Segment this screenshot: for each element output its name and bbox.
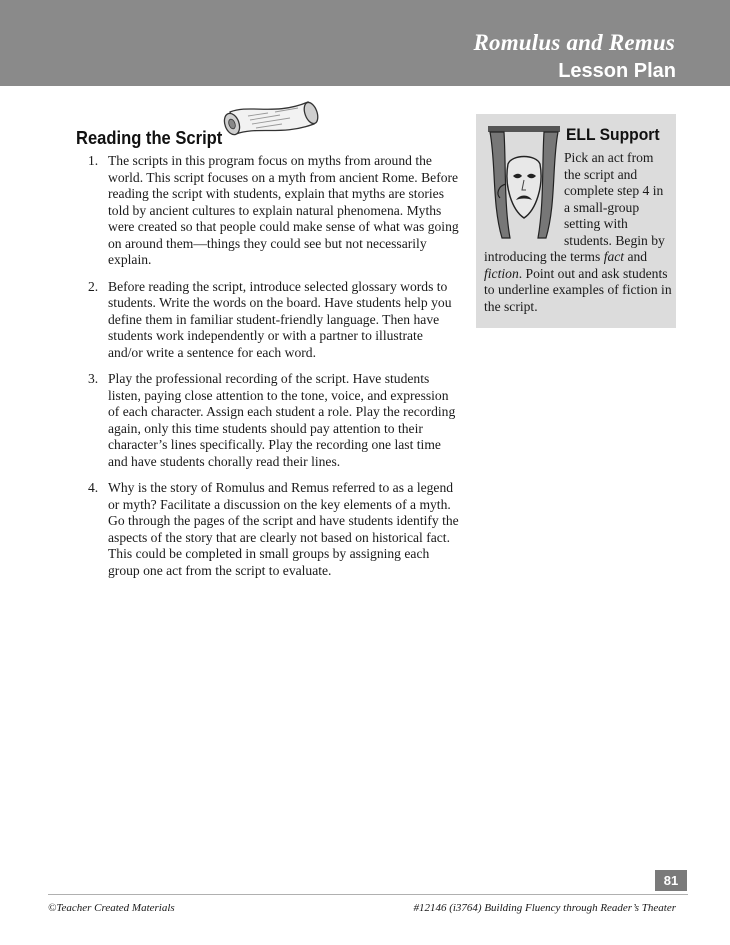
ell-term-fiction: fiction (484, 265, 519, 281)
header-band (0, 0, 730, 86)
section-heading: Reading the Script (76, 128, 223, 148)
footer-book-title: #12146 (i3764) Building Fluency through Reader’s Theater (413, 902, 676, 914)
footer-copyright: ©Teacher Created Materials (48, 902, 175, 914)
footer-divider (48, 894, 688, 895)
step-number: 4. (88, 480, 99, 495)
ell-body (484, 150, 672, 315)
step-item-2 (88, 279, 460, 362)
page-title: Romulus and Remus (473, 30, 675, 55)
ell-title: ELL Support (566, 125, 660, 144)
page-subtitle: Lesson Plan (558, 60, 676, 82)
ell-text: . Point out and ask students to underline examples of fiction in the script. (484, 265, 672, 314)
step-item-3 (88, 371, 460, 470)
step-number: 1. (88, 153, 99, 168)
page-number: 81 (655, 870, 687, 891)
ell-text: and (624, 249, 648, 264)
step-item-1 (88, 153, 460, 269)
ell-support-box (476, 114, 676, 328)
step-text: Play the professional recording of the script. Have students listen, paying close attention to the tone, voice, and expression of each character. Assign each student a role. Play the recording again, only this time students should pay attention to their character’s lines specifically. Play the recording one last time and have students chorally read their lines. (108, 371, 456, 469)
step-text: Why is the story of Romulus and Remus referred to as a legend or myth? Facilitate a discussion on the key elements of a myth. Go through the pages of the script and have students identify the aspects of the story that are clearly not based on historical fact. This could be completed in small groups by assigning each group one act from the script to evaluate. (108, 480, 459, 578)
step-number: 3. (88, 371, 99, 386)
step-item-4 (88, 480, 460, 579)
step-text: Before reading the script, introduce selected glossary words to students. Write the words on the board. Have students help you define them in familiar student-friendly language. Then have students work independently or with a partner to illustrate and/or write a sentence for each word. (108, 278, 452, 360)
ell-text: Pick an act from the script and complete step 4 in a small-group setting with students. Begin by introducing the terms (484, 150, 665, 264)
step-number: 2. (88, 278, 99, 294)
scroll-icon (220, 98, 320, 140)
steps-list (88, 153, 460, 589)
ell-term-fact: fact (603, 249, 625, 264)
step-text: The scripts in this program focus on myths from around the world. This script focuses on a myth from ancient Rome. Before reading the script with students, explain that myths are stories told by ancient cultures to explain natural phenomena. Myths were created so that people could make sense of what was going on around them—things they could see but not necessarily explain. (108, 153, 459, 267)
